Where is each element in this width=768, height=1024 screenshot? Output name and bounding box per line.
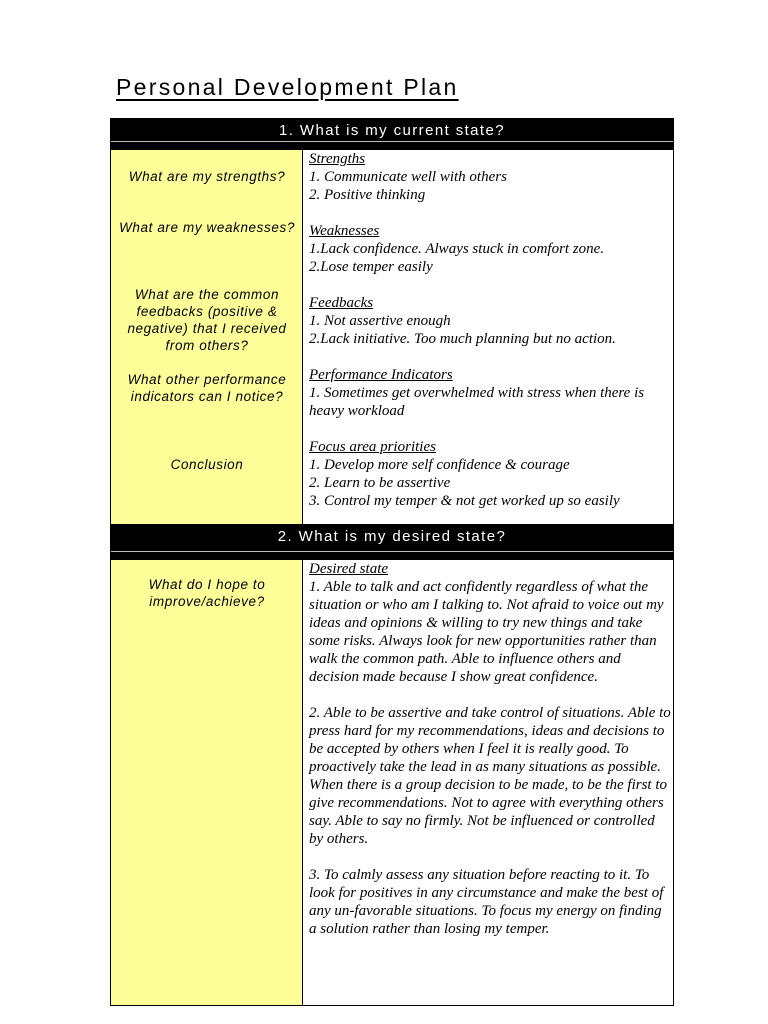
plan-table — [110, 118, 674, 1006]
section2-questions-column — [111, 560, 303, 1005]
list-item: 2.Lose temper easily — [309, 259, 433, 275]
performance-block — [309, 366, 671, 420]
question-conclusion: Conclusion — [170, 457, 244, 472]
desired-paragraph: 2. Able to be assertive and take control of situations. Able to press hard for my recommendations, ideas and decisions to be accepted by others when I feel it is really good. To proactively take the lead in as many situations as possible. When there is a group decision to be made, to be the first to give recommendations. Not to agree with everything others say. Able to say no firmly. Not be influenced or controlled by others. — [309, 705, 671, 847]
weaknesses-block — [309, 222, 671, 276]
feedbacks-block — [309, 294, 671, 348]
list-item: 3. Control my temper & not get worked up so easily — [309, 493, 620, 509]
list-item: 1. Not assertive enough — [309, 313, 451, 329]
strengths-heading: Strengths — [309, 151, 366, 167]
section1-answers-column — [309, 150, 671, 528]
desired-paragraph: 3. To calmly assess any situation before reacting to it. To look for positives in any circumstance and make the best of any un-favorable situations. To focus my energy on finding a solution rather than losing my temper. — [309, 867, 664, 937]
header-rule — [111, 551, 673, 552]
weaknesses-heading: Weaknesses — [309, 223, 380, 239]
question-strengths: What are my strengths? — [128, 169, 286, 184]
list-item: 1. Communicate well with others — [309, 169, 507, 185]
section2-header — [111, 524, 673, 560]
focus-heading: Focus area priorities — [309, 439, 436, 455]
performance-heading: Performance Indicators — [309, 367, 453, 383]
list-item: 2. Positive thinking — [309, 187, 426, 203]
section1-questions-column — [111, 150, 303, 524]
list-item: 1. Develop more self confidence & courage — [309, 457, 570, 473]
desired-state-heading: Desired state — [309, 561, 389, 577]
section1-header-text: 1. What is my current state? — [279, 122, 505, 139]
section1-header — [111, 119, 673, 150]
focus-block — [309, 438, 671, 510]
list-item: 1.Lack confidence. Always stuck in comfort zone. — [309, 241, 605, 257]
question-feedbacks: What are the common feedbacks (positive & negative) that I received from others? — [127, 287, 287, 353]
question-improve: What do I hope to improve/achieve? — [148, 577, 266, 609]
strengths-block — [309, 150, 671, 204]
header-rule — [111, 141, 673, 142]
desired-paragraph: 1. Able to talk and act confidently regardless of what the situation or who am I talking to. Not afraid to voice out my ideas and opinions & willing to try new things and take some risks. Always look for new opportunities rather than walk the common path. Able to influence others and decision made because I show great confidence. — [309, 579, 664, 685]
list-item: 1. Sometimes get overwhelmed with stress when there is heavy workload — [309, 385, 645, 419]
question-weaknesses: What are my weaknesses? — [119, 220, 295, 235]
feedbacks-heading: Feedbacks — [309, 295, 374, 311]
section2-header-text: 2. What is my desired state? — [277, 528, 507, 545]
question-performance: What other performance indicators can I notice? — [127, 372, 287, 404]
section2-answers-column — [309, 560, 671, 956]
list-item: 2. Learn to be assertive — [309, 475, 451, 491]
list-item: 2.Lack initiative. Too much planning but no action. — [309, 331, 616, 347]
page-title: Personal Development Plan — [116, 74, 459, 100]
